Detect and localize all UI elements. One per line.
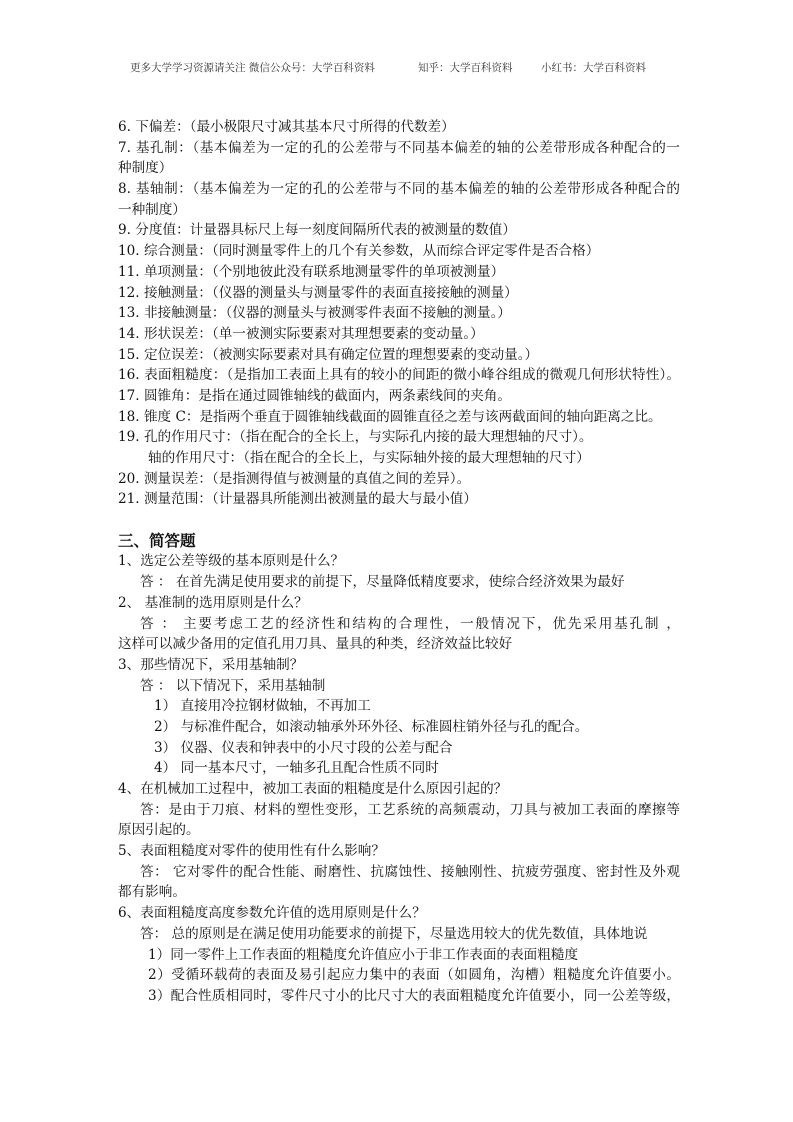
- text-line: 答 ： 以下情况下，采用基轴制: [140, 677, 326, 694]
- text-line: 3）配合性质相同时，零件尺寸小的比尺寸大的表面粗糙度允许值要小，同一公差等级，: [148, 987, 680, 1004]
- text-line: 答： 它对零件的配合性能、耐磨性、抗腐蚀性、接触刚性、抗疲劳强度、密封性及外观: [140, 863, 680, 880]
- text-line: 答 ： 在首先满足使用要求的前提下，尽量降低精度要求，使综合经济效果为最好: [140, 574, 625, 591]
- text-line: 3） 仪器、仪表和钟表中的小尺寸段的公差与配合: [154, 739, 453, 756]
- text-line: 16. 表面粗糙度：（是指加工表面上具有的较小的间距的微小峰谷组成的微观几何形状特性）。: [118, 367, 680, 384]
- text-line: 2）受循环载荷的表面及易引起应力集中的表面（如圆角，沟槽）粗糙度允许值要小。: [148, 967, 680, 984]
- text-line: 13. 非接触测量：（仪器的测量头与被测零件表面不接触的测量。）: [118, 305, 511, 322]
- header-wechat: 更多大学学习资源请关注 微信公众号：大学百科资料: [130, 62, 375, 74]
- text-line: 17. 圆锥角：是指在通过圆锥轴线的截面内，两条素线间的夹角。: [118, 387, 511, 404]
- text-line: 21. 测量范围：（计量器具所能测出被测量的最大与最小值）: [118, 491, 477, 508]
- text-line: 轴的作用尺寸：（指在配合的全长上，与实际轴外接的最大理想轴的尺寸）: [148, 450, 590, 466]
- text-line: 5、表面粗糙度对零件的使用性有什么影响？: [118, 843, 385, 860]
- text-line: 1、选定公差等级的基本原则是什么？: [118, 553, 345, 570]
- text-line: 7. 基孔制：（基本偏差为一定的孔的公差带与不同基本偏差的轴的公差带形成各种配合的一: [118, 139, 680, 156]
- section-heading: 三、简答题: [118, 531, 196, 550]
- text-line: 原因引起的。: [118, 822, 200, 839]
- text-line: 这样可以减少备用的定值孔用刀具、量具的种类，经济效益比较好: [118, 636, 513, 653]
- text-line: 4、在机械加工过程中，被加工表面的粗糙度是什么原因引起的？: [118, 781, 508, 797]
- text-line: 8. 基轴制：（基本偏差为一定的孔的公差带与不同的基本偏差的轴的公差带形成各种配合的: [118, 181, 680, 198]
- text-line: 1）同一零件上工作表面的粗糙度允许值应小于非工作表面的表面粗糙度: [148, 946, 579, 963]
- header-xiaohongshu: 小红书：大学百科资料: [541, 62, 646, 74]
- text-line: 6、表面粗糙度高度参数允许值的选用原则是什么？: [118, 905, 426, 922]
- text-line: 3、那些情况下，采用基轴制？: [118, 656, 304, 673]
- text-line: 15. 定位误差：（被测实际要素对具有确定位置的理想要素的变动量。）: [118, 346, 539, 363]
- text-line: 10. 综合测量：（同时测量零件上的几个有关参数，从而综合评定零件是否合格）: [118, 243, 600, 260]
- text-line: 4） 同一基本尺寸，一轴多孔且配合性质不同时: [154, 760, 439, 777]
- text-line: 2、 基准制的选用原则是什么？: [118, 594, 308, 611]
- text-line: 12. 接触测量：（仪器的测量头与测量零件的表面直接接触的测量）: [118, 284, 518, 301]
- text-line: 19. 孔的作用尺寸：（指在配合的全长上，与实际孔内接的最大理想轴的尺寸）。: [118, 429, 593, 446]
- text-line: 一种制度）: [118, 201, 186, 218]
- text-line: 答 ： 主要考虑工艺的经济性和结构的合理性，一般情况下，优先采用基孔制 ，: [140, 615, 680, 632]
- text-line: 答： 总的原则是在满足使用功能要求的前提下，尽量选用较大的优先数值，具体地说: [140, 925, 648, 942]
- spacer: [118, 510, 680, 531]
- text-line: 6. 下偏差：（最小极限尺寸减其基本尺寸所得的代数差）: [118, 119, 455, 135]
- text-line: 2） 与标准件配合，如滚动轴承外环外径、标准圆柱销外径与孔的配合。: [154, 718, 589, 735]
- text-line: 14. 形状误差：（单一被测实际要素对其理想要素的变动量。）: [118, 325, 484, 342]
- header-zhihu: 知乎：大学百科资料: [418, 62, 513, 74]
- text-line: 答：是由于刀痕、材料的塑性变形，工艺系统的高频震动，刀具与被加工表面的摩擦等: [140, 801, 680, 818]
- text-line: 都有影响。: [118, 884, 186, 901]
- text-line: 18. 锥度 C：是指两个垂直于圆锥轴线截面的圆锥直径之差与该两截面间的轴向距离之比。: [118, 408, 662, 425]
- text-line: 种制度）: [118, 160, 173, 177]
- text-line: 1） 直接用冷拉钢材做轴，不再加工: [154, 698, 371, 715]
- text-line: 11. 单项测量：（个别地彼此没有联系地测量零件的单项被测量）: [118, 263, 505, 280]
- text-line: 9. 分度值：计量器具标尺上每一刻度间隔所代表的被测量的数值）: [118, 222, 516, 239]
- text-line: 20. 测量误差：（是指测得值与被测量的真值之间的差异）。: [118, 470, 471, 487]
- document-body: [118, 117, 680, 1007]
